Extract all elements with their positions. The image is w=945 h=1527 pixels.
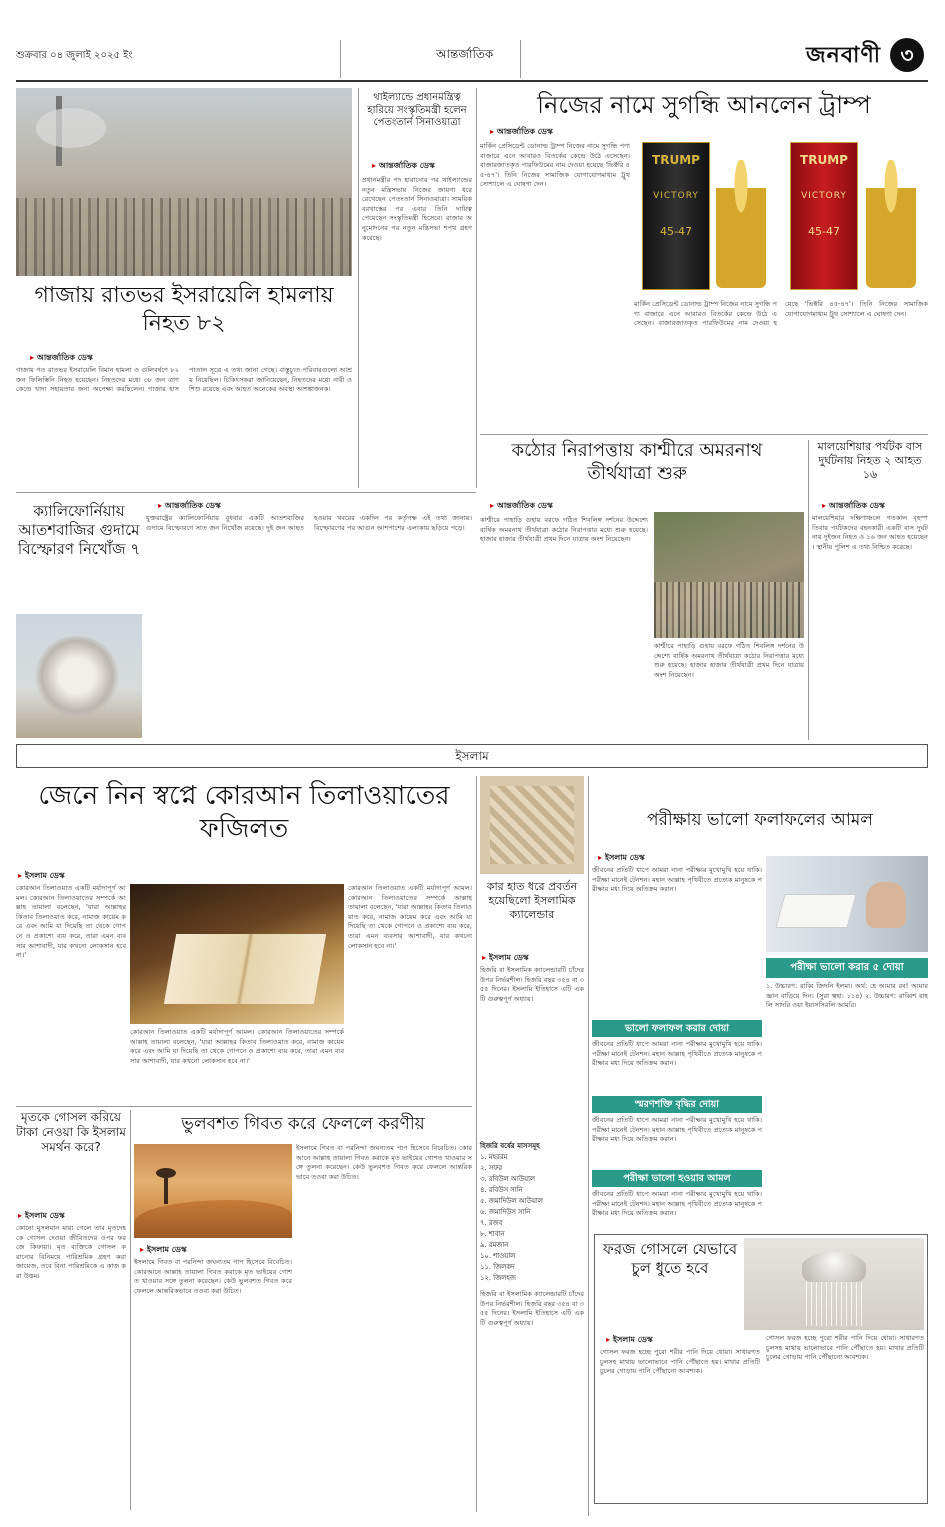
ghusl-body-body: কোনো মুসলমান মারা গেলে তার মৃতদেহকে গোসল দেওয়া জীবিতদের ওপর ফরজে কিফায়া। মৃত ব্যক্তিকে গোসল করানোর বিনিময়ে পারিশ্রমিক গ্রহণ করা জায়েজ, তবে বিনা পারিশ্রমিকে এ কাজ করা উত্তম।	[16, 1224, 126, 1280]
hijri-month-item: ১. মহররম	[480, 1153, 508, 1161]
dua-band	[766, 958, 928, 978]
shower-photo	[744, 1238, 924, 1330]
malaysia-desk: ▸ আন্তর্জাতিক ডেস্ক	[822, 500, 885, 513]
hline-amarnath	[480, 434, 928, 435]
ghusl-body-headline: মৃতকে গোসল করিয়ে টাকা নেওয়া কি ইসলাম সমর্থন করে?	[16, 1110, 126, 1154]
exam-sub3-body: জীবনের প্রতিটি ধাপে আমরা নানা পরীক্ষার মুখোমুখি হয়ে থাকি। পরীক্ষা মানেই টেনশন। মহান আল্লাহ পৃথিবীতে প্রত্যেক মানুষকে পরীক্ষার মধ্য দিয়ে অতিক্রম করান।	[592, 1190, 762, 1218]
exam-sub-band-2	[592, 1096, 762, 1113]
vline-2	[476, 88, 477, 488]
islam-section-title: ইসলাম	[455, 749, 489, 763]
quran-headline: জেনে নিন স্বপ্নে কোরআন তিলাওয়াতের ফজিলত	[38, 781, 450, 844]
calendar-pattern-photo	[480, 776, 584, 874]
hijri-month-item: ৫. জমাদিউল আউয়াল	[480, 1197, 543, 1205]
exam-sub-1: ভালো ফলাফল করার দোয়া	[624, 1023, 729, 1034]
california-photo	[16, 614, 142, 738]
masthead	[16, 38, 928, 78]
islam-section-bar	[16, 744, 928, 768]
issue-date: শুক্রবার ০৪ জুলাই ২০২৫ ইং	[16, 50, 133, 61]
hijri-month-item: ৩. রবিউল আউয়াল	[480, 1175, 535, 1183]
vline-gibat	[130, 1110, 131, 1510]
hijri-month-item: ৪. রবিউস সানি	[480, 1186, 523, 1194]
perfume-bottle-black	[642, 142, 710, 290]
quran-body: কোরআন তিলাওয়াত একটি মর্যাদাপূর্ণ আমল। কোরআন তিলাওয়াতের সম্পর্কে আল্লাহ তায়ালা বলেছেন, 'যারা আল্লাহর কিতাব তিলাওয়াত করে, নামাজ কায়েম করে এবং আমি যা দিয়েছি তা থেকে গোপনে ও প্রকাশ্যে ব্যয় করে, তারা এমন ব্যবসার আশাবাদী, যার কখনো লোকসান হবে না।'	[16, 884, 126, 960]
calendar-desk: ▸ ইসলাম ডেস্ক	[482, 952, 529, 965]
gibat-desk: ▸ ইসলাম ডেস্ক	[140, 1244, 187, 1257]
bottle-number-label-2: 45-47	[808, 225, 840, 238]
desert-photo	[134, 1144, 292, 1238]
vline-calendar	[476, 776, 477, 1512]
malaysia-body: মালয়েশিয়ার দক্ষিণাঞ্চলে গতকাল বৃহস্পতিবার পর্যটকদের বহনকারী একটি বাস দুর্ঘটনায় দুইজন নিহত ও ১৬ জন আহত হয়েছেন। স্থানীয় পুলিশ এ তথ্য নিশ্চিত করেছে।	[812, 514, 928, 551]
page-number-badge	[890, 38, 924, 72]
perfume-photo	[634, 130, 928, 296]
ghusl-hair-body-cont: গোসল ফরজ হচ্ছে পুরো শরীর পানি দিয়ে ধোয়া। সাধারণত চুলসহ মাথায় ভালোভাবে পানি পৌঁছাতে হয়। মাথার প্রতিটি চুলের গোড়ায় পানি পৌঁছানো আবশ্যক।	[766, 1334, 924, 1362]
hijri-month-item: ৬. জমাদিউস সানি	[480, 1208, 531, 1216]
exam-sub-band-1	[592, 1020, 762, 1037]
calendar-body: হিজরি বা ইসলামিক ক্যালেন্ডারটি চাঁদের উপর নির্ভরশীল। হিজরি বছর ৩৫৪ বা ৩৫৫ দিনের। ইসলামি ইতিহাসে এটি একটি গুরুত্বপূর্ণ অধ্যায়।	[480, 966, 584, 1003]
header-vline-2	[520, 40, 521, 78]
exam-sub-band-3	[592, 1170, 762, 1187]
bottle-number-label: 45-47	[660, 225, 692, 238]
hijri-month-item: ৮. শাবান	[480, 1230, 505, 1238]
exam-photo	[766, 856, 928, 952]
trump-headline: নিজের নামে সুগন্ধি আনলেন ট্রাম্প	[537, 91, 871, 119]
dua-body: ১. উচ্চারণ: রাব্বি জিদনি ইলমা। অর্থ: হে আমার রব! আমার জ্ঞান বাড়িয়ে দিন। (সুরা ত্বহা: ১১৪) ২. উচ্চারণ: রাব্বিশ রাহলি সাদরি ওয়া ইয়াসসিরলি আমরি।	[766, 982, 928, 1010]
quran-body-col3: কোরআন তিলাওয়াত একটি মর্যাদাপূর্ণ আমল। কোরআন তিলাওয়াতের সম্পর্কে আল্লাহ তায়ালা বলেছেন, 'যারা আল্লাহর কিতাব তিলাওয়াত করে, নামাজ কায়েম করে এবং আমি যা দিয়েছি তা থেকে গোপনে ও প্রকাশ্যে ব্যয় করে, তারা এমন ব্যবসার আশাবাদী, যার কখনো লোকসান হবে না।'	[348, 884, 472, 950]
ghusl-body-desk: ▸ ইসলাম ডেস্ক	[18, 1210, 65, 1223]
hijri-month-item: ১১. জিলকদ	[480, 1263, 515, 1271]
gibat-headline: ভুলবশত গিবত করে ফেললে করণীয়	[181, 1114, 425, 1134]
amarnath-body-cont: কাশ্মীরে পাহাড়ি গুহায় বরফে গঠিত শিবলিঙ্গ দর্শনের উদ্দেশ্যে বার্ষিক অমরনাথ তীর্থযাত্রা কঠোর নিরাপত্তার মধ্যে শুরু হয়েছে। হাজার হাজার তীর্থযাত্রী প্রথম দিনে যাত্রায় অংশ নিয়েছেন।	[654, 642, 804, 679]
exam-sub2-body: জীবনের প্রতিটি ধাপে আমরা নানা পরীক্ষার মুখোমুখি হয়ে থাকি। পরীক্ষা মানেই টেনশন। মহান আল্লাহ পৃথিবীতে প্রত্যেক মানুষকে পরীক্ষার মধ্য দিয়ে অতিক্রম করান।	[592, 1116, 762, 1144]
vline-malaysia	[808, 440, 809, 740]
quran-body-cont: কোরআন তিলাওয়াত একটি মর্যাদাপূর্ণ আমল। কোরআন তিলাওয়াতের সম্পর্কে আল্লাহ তায়ালা বলেছেন, 'যারা আল্লাহর কিতাব তিলাওয়াত করে, নামাজ কায়েম করে এবং আমি যা দিয়েছি তা থেকে গোপনে ও প্রকাশ্যে ব্যয় করে, তারা এমন ব্যবসার আশাবাদী, যার কখনো লোকসান হবে না।'	[130, 1028, 344, 1065]
trump-body: মার্কিন প্রেসিডেন্ট ডোনাল্ড ট্রাম্প নিজের নামে সুগন্ধি পণ্য বাজারে এনে আবারও বিতর্কের কেন্দ্রে উঠে এসেছেন। বাজারজাতকৃত পারফিউমের নাম দেওয়া হয়েছে 'ভিক্টরি ৪৫-৪৭'। তিনি নিজের সামাজিক যোগাযোগমাধ্যম ট্রুথ সোশ্যালে এ ঘোষণা দেন।	[480, 142, 630, 189]
section-label: আন্তর্জাতিক	[436, 47, 494, 61]
california-desk: ▸ আন্তর্জাতিক ডেস্ক	[158, 500, 221, 513]
exam-sub-3: পরীক্ষা ভালো হওয়ার আমল	[623, 1173, 731, 1184]
gold-figure-1	[716, 160, 766, 288]
hijri-month-item: ৯. রমজান	[480, 1241, 509, 1249]
exam-body: জীবনের প্রতিটি ধাপে আমরা নানা পরীক্ষার মুখোমুখি হয়ে থাকি। পরীক্ষা মানেই টেনশন। মহান আল্লাহ পৃথিবীতে প্রত্যেক মানুষকে পরীক্ষার মধ্য দিয়ে অতিক্রম করান।	[592, 866, 762, 894]
ghusl-hair-desk: ▸ ইসলাম ডেস্ক	[606, 1334, 653, 1347]
calendar-headline: কার হাত ধরে প্রবর্তন হয়েছিলো ইসলামিক ক্যালেন্ডার	[486, 880, 578, 921]
ghusl-hair-headline: ফরজ গোসলে যেভাবে চুল ধুতে হবে	[602, 1240, 738, 1277]
gold-figure-2	[866, 160, 916, 288]
gaza-body: গাজায় গত রাতভর ইসরায়েলি বিমান হামলা ও গুলিবর্ষণে ৮২ জন ফিলিস্তিনি নিহত হয়েছেন। নিহতদের মধ্যে ৩৮ জন ত্রাণকেন্দ্রে খাদ্য সহায়তার জন্য অপেক্ষা করছিলেন। গাজার হাসপাতাল সূত্রে এ তথ্য জানা গেছে। বাস্তুচ্যুত পরিবারগুলো আশ্রয় নিয়েছিল। চিকিৎসকরা জানিয়েছেন, নিহতদের মধ্যে নারী ও শিশু রয়েছে এবং আহত অনেকের অবস্থা আশঙ্কাজনক।	[16, 366, 352, 394]
malaysia-headline: মালয়েশিয়ার পর্যটক বাস দুর্ঘটনায় নিহত ২ আহত ১৬	[817, 440, 923, 481]
gaza-photo	[16, 88, 352, 276]
thailand-headline: থাইল্যান্ডে প্রধানমন্ত্রিত্ব হারিয়ে সংস্কৃতিমন্ত্রী হলেন পেতংতার্ন সিনাওয়াত্রা	[367, 92, 467, 128]
exam-sub-2: স্মরণশক্তি বৃদ্ধির দোয়া	[635, 1099, 719, 1110]
exam-desk: ▸ ইসলাম ডেস্ক	[598, 852, 645, 865]
quran-photo	[130, 884, 344, 1024]
hijri-months-title: হিজরি বর্ষের মাসসমূহ	[480, 1142, 540, 1150]
dua-band-title: পরীক্ষা ভালো করার ৫ দোয়া	[790, 962, 904, 973]
vline-exam	[588, 776, 589, 1516]
thailand-body: প্রধানমন্ত্রীর পদ হারানোর পর থাইল্যান্ডের নতুন মন্ত্রিসভায় নিজের জায়গা ধরে রেখেছেন পেতংতার্ন সিনাওয়াত্রা। সাময়িক বরখাস্তের পর এবার তিনি দায়িত্ব পেয়েছেন সংস্কৃতিমন্ত্রী হিসেবে। রাজার অনুমোদনের পর নতুন মন্ত্রিসভা শপথ গ্রহণ করেছে।	[362, 176, 472, 242]
bottle-name-label-2: VICTORY	[801, 191, 847, 201]
gaza-headline: গাজায় রাতভর ইসরায়েলি হামলায় নিহত ৮২	[34, 283, 334, 336]
page-number: ৩	[900, 43, 914, 67]
header-divider	[16, 80, 928, 82]
bottle-name-label: VICTORY	[653, 191, 699, 201]
exam-sub1-body: জীবনের প্রতিটি ধাপে আমরা নানা পরীক্ষার মুখোমুখি হয়ে থাকি। পরীক্ষা মানেই টেনশন। মহান আল্লাহ পৃথিবীতে প্রত্যেক মানুষকে পরীক্ষার মধ্য দিয়ে অতিক্রম করান।	[592, 1040, 762, 1068]
hijri-month-item: ৭. রজব	[480, 1219, 503, 1227]
amarnath-headline: কঠোর নিরাপত্তায় কাশ্মীরে অমরনাথ তীর্থযাত্রা শুরু	[511, 440, 763, 484]
amarnath-photo	[654, 512, 804, 638]
vline-1	[358, 88, 359, 488]
hijri-month-item: ১২. জিলহজ	[480, 1274, 516, 1282]
thailand-desk: ▸ আন্তর্জাতিক ডেস্ক	[372, 160, 435, 173]
gibat-body-cont: ইসলামে গিবত বা পরনিন্দা জঘন্যতম পাপ হিসেবে বিবেচিত। কোরআনে আল্লাহ তায়ালা গিবত করাকে মৃত ভাইয়ের গোশত খাওয়ার সঙ্গে তুলনা করেছেন। কেউ ভুলবশত গিবত করে ফেললে আন্তরিকভাবে তওবা করা উচিত।	[296, 1144, 472, 1181]
header-vline	[340, 40, 341, 78]
gibat-body: ইসলামে গিবত বা পরনিন্দা জঘন্যতম পাপ হিসেবে বিবেচিত। কোরআনে আল্লাহ তায়ালা গিবত করাকে মৃত ভাইয়ের গোশত খাওয়ার সঙ্গে তুলনা করেছেন। কেউ ভুলবশত গিবত করে ফেললে আন্তরিকভাবে তওবা করা উচিত।	[134, 1258, 292, 1295]
trump-body-cont: মার্কিন প্রেসিডেন্ট ডোনাল্ড ট্রাম্প নিজের নামে সুগন্ধি পণ্য বাজারে এনে আবারও বিতর্কের কেন্দ্রে উঠে এসেছেন। বাজারজাতকৃত পারফিউমের নাম দেওয়া হয়েছে 'ভিক্টরি ৪৫-৪৭'। তিনি নিজের সামাজিক যোগাযোগমাধ্যম ট্রুথ সোশ্যালে এ ঘোষণা দেন।	[634, 300, 928, 328]
hijri-month-item: ১০. শাওয়াল	[480, 1252, 516, 1260]
hline-lower	[16, 1106, 472, 1107]
exam-headline: পরীক্ষায় ভালো ফলাফলের আমল	[647, 810, 873, 830]
newspaper-logo: জনবাণী	[806, 43, 882, 68]
amarnath-desk: ▸ আন্তর্জাতিক ডেস্ক	[490, 500, 553, 513]
hline-california	[16, 492, 476, 493]
trump-desk: ▸ আন্তর্জাতিক ডেস্ক	[490, 126, 553, 139]
amarnath-body: কাশ্মীরে পাহাড়ি গুহায় বরফে গঠিত শিবলিঙ্গ দর্শনের উদ্দেশ্যে বার্ষিক অমরনাথ তীর্থযাত্রা কঠোর নিরাপত্তার মধ্যে শুরু হয়েছে। হাজার হাজার তীর্থযাত্রী প্রথম দিনে যাত্রায় অংশ নিয়েছেন।	[480, 516, 648, 544]
gaza-desk: ▸ আন্তর্জাতিক ডেস্ক	[30, 352, 93, 365]
hijri-month-item: ২. সফর	[480, 1164, 502, 1172]
california-body: যুক্তরাষ্ট্রের ক্যালিফোর্নিয়ায় বুধবার একটি আতশবাজির গুদামে বিস্ফোরণে সাত জন নিখোঁজ রয়েছে। দুই জন আহত হওয়ার খবরের একদিন পর কর্তৃপক্ষ এই তথ্য জানায়। বিস্ফোরণের পর আগুন আশপাশের এলাকায় ছড়িয়ে পড়ে।	[146, 514, 472, 532]
california-headline: ক্যালিফোর্নিয়ায় আতশবাজির গুদামে বিস্ফোরণ নিখোঁজ ৭	[17, 502, 141, 558]
bottle-brand-label: TRUMP	[652, 153, 700, 167]
perfume-bottle-red	[790, 142, 858, 290]
bottle-brand-label-2: TRUMP	[800, 153, 848, 167]
calendar-body-cont: হিজরি বা ইসলামিক ক্যালেন্ডারটি চাঁদের উপর নির্ভরশীল। হিজরি বছর ৩৫৪ বা ৩৫৫ দিনের। ইসলামি ইতিহাসে এটি একটি গুরুত্বপূর্ণ অধ্যায়।	[480, 1290, 584, 1327]
hijri-months-list	[480, 1152, 584, 1284]
quran-desk: ▸ ইসলাম ডেস্ক	[18, 870, 65, 883]
ghusl-hair-body: গোসল ফরজ হচ্ছে পুরো শরীর পানি দিয়ে ধোয়া। সাধারণত চুলসহ মাথায় ভালোভাবে পানি পৌঁছাতে হয়। মাথার প্রতিটি চুলের গোড়ায় পানি পৌঁছানো আবশ্যক।	[600, 1348, 760, 1376]
